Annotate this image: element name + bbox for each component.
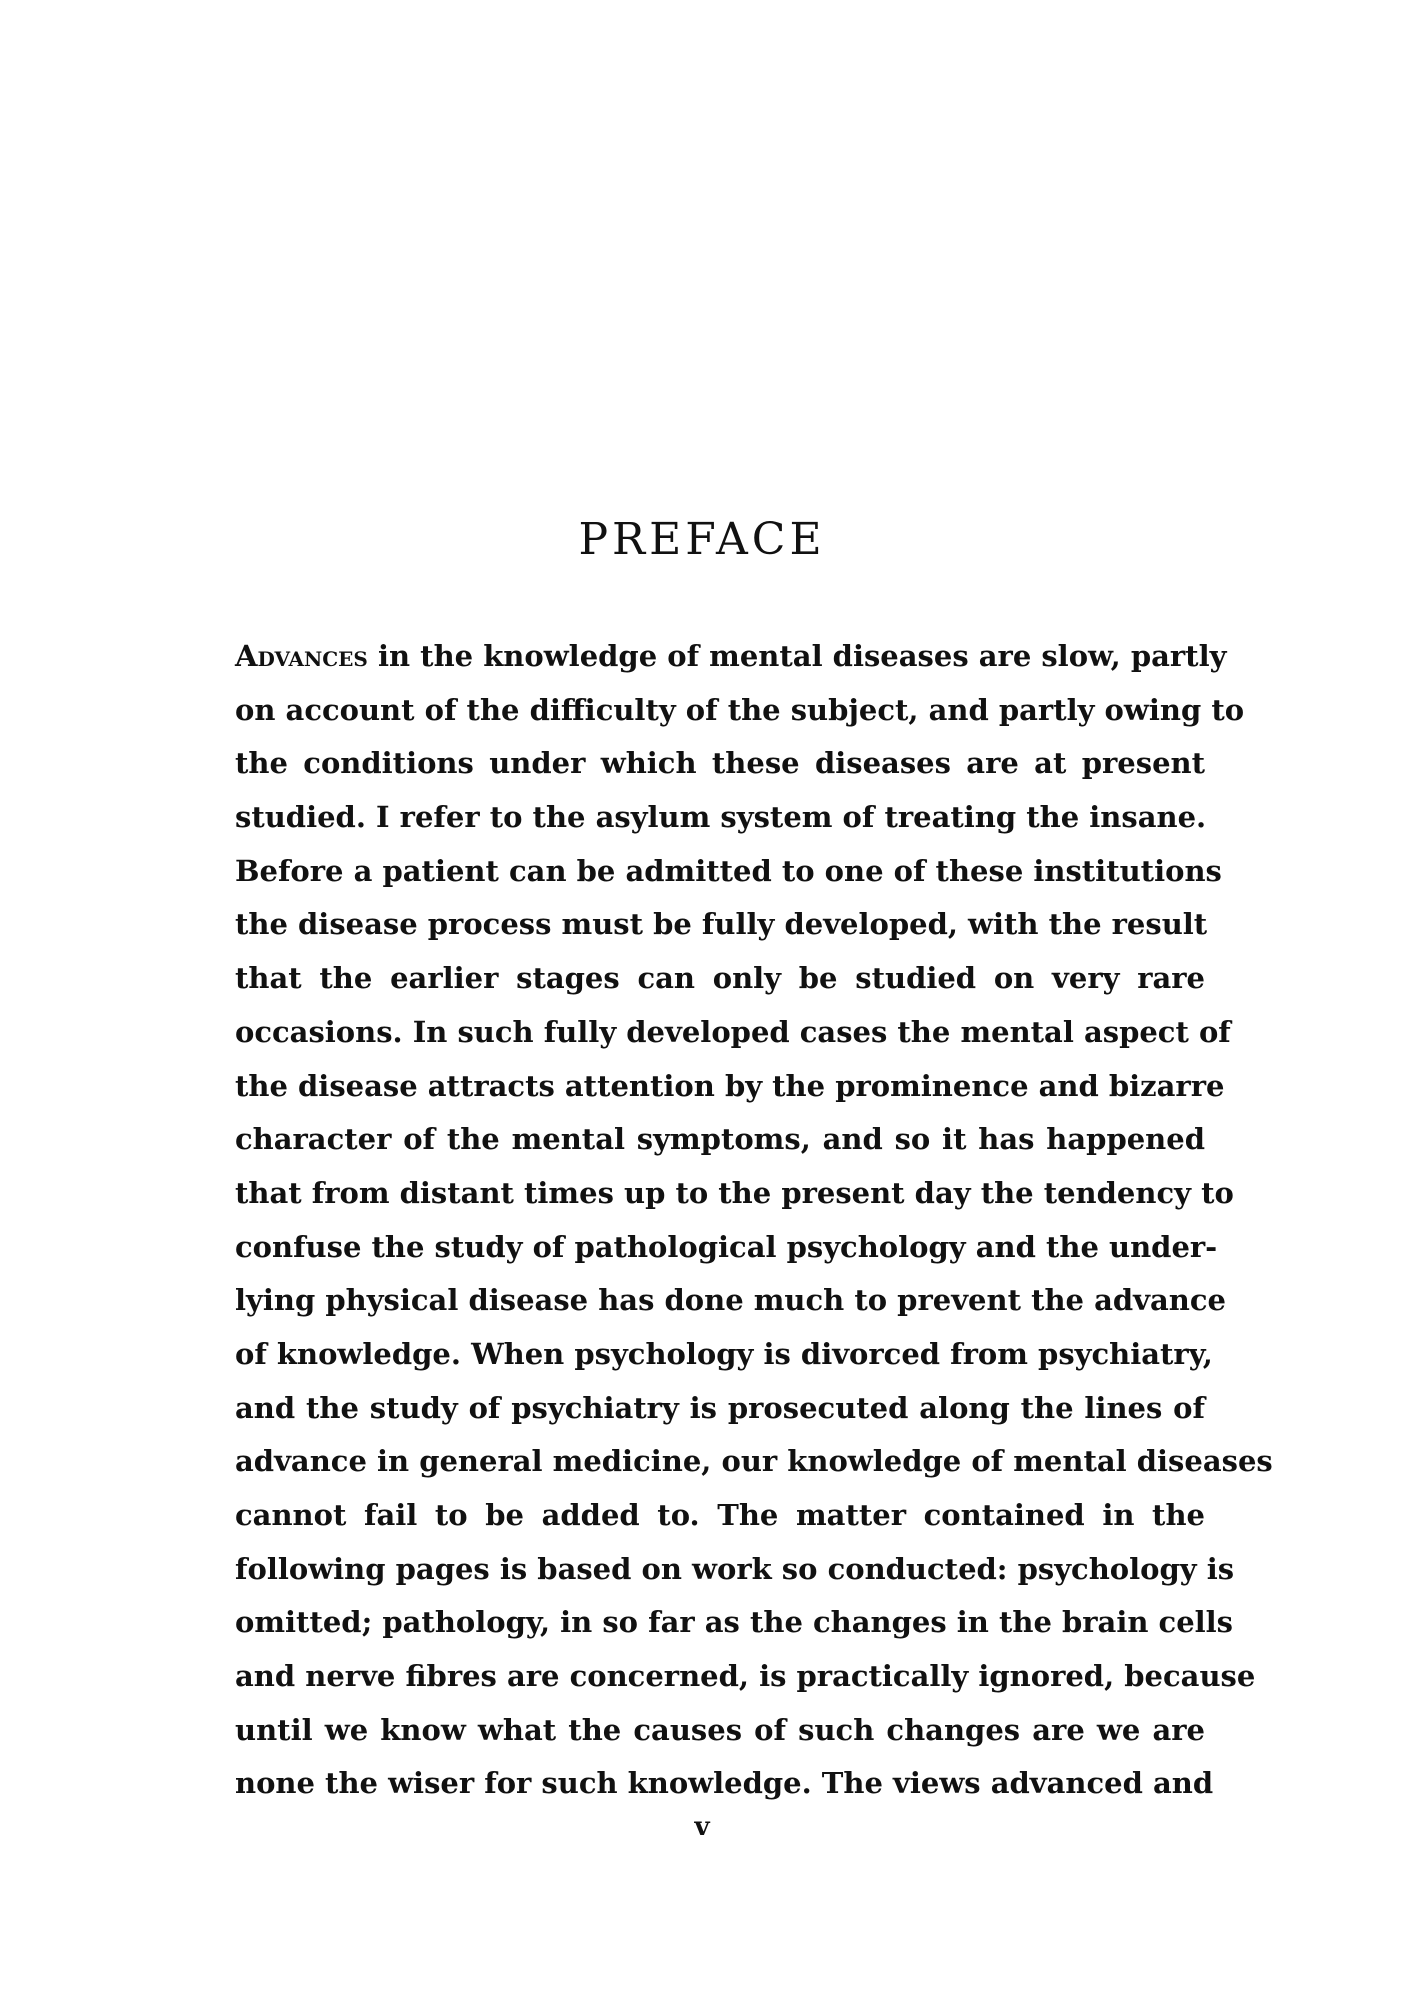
text-line: and nerve fibres are concerned, is practically ignored, because [235,1659,1256,1694]
text-line: on account of the difficulty of the subject, and partly owing to [235,692,1245,727]
text-line: advance in general medicine, our knowledge of mental diseases [235,1444,1273,1479]
text-line: and the study of psychiatry is prosecuted along the lines of [235,1390,1205,1425]
text-line: studied. I refer to the asylum system of treating the insane. [235,800,1207,835]
line-text: in the knowledge of mental diseases are slow, partly [367,639,1227,673]
text-line: omitted; pathology, in so far as the changes in the brain cells [235,1605,1234,1640]
text-line: character of the mental symptoms, and so it has happened [235,1122,1205,1157]
lead-word: Advances [235,639,368,673]
page-number: v [694,1812,710,1842]
text-line: following pages is based on work so conducted: psychology is [235,1551,1235,1586]
text-line: occasions. In such fully developed cases the mental aspect of [235,1014,1231,1049]
text-line: until we know what the causes of such changes are we are [235,1712,1205,1747]
text-line: the disease process must be fully developed, with the result [235,907,1208,942]
text-line: cannot fail to be added to. The matter contained in the [235,1498,1205,1532]
text-line: that from distant times up to the present day the tendency to [235,1175,1234,1210]
preface-body [235,630,1273,1811]
page-title: PREFACE [578,514,826,565]
text-line [235,630,1227,684]
text-line: the conditions under which these diseases are at present [235,746,1205,781]
text-line: that the earlier stages can only be studied on very rare [235,961,1205,996]
text-line: none the wiser for such knowledge. The views advanced and [235,1766,1214,1801]
text-line: of knowledge. When psychology is divorced from psychiatry, [235,1336,1213,1371]
text-line: confuse the study of pathological psychology and the under- [235,1229,1218,1264]
text-line: Before a patient can be admitted to one of these institutions [235,853,1222,888]
text-line: lying physical disease has done much to prevent the advance [235,1283,1226,1318]
text-line: the disease attracts attention by the prominence and bizarre [235,1068,1225,1103]
